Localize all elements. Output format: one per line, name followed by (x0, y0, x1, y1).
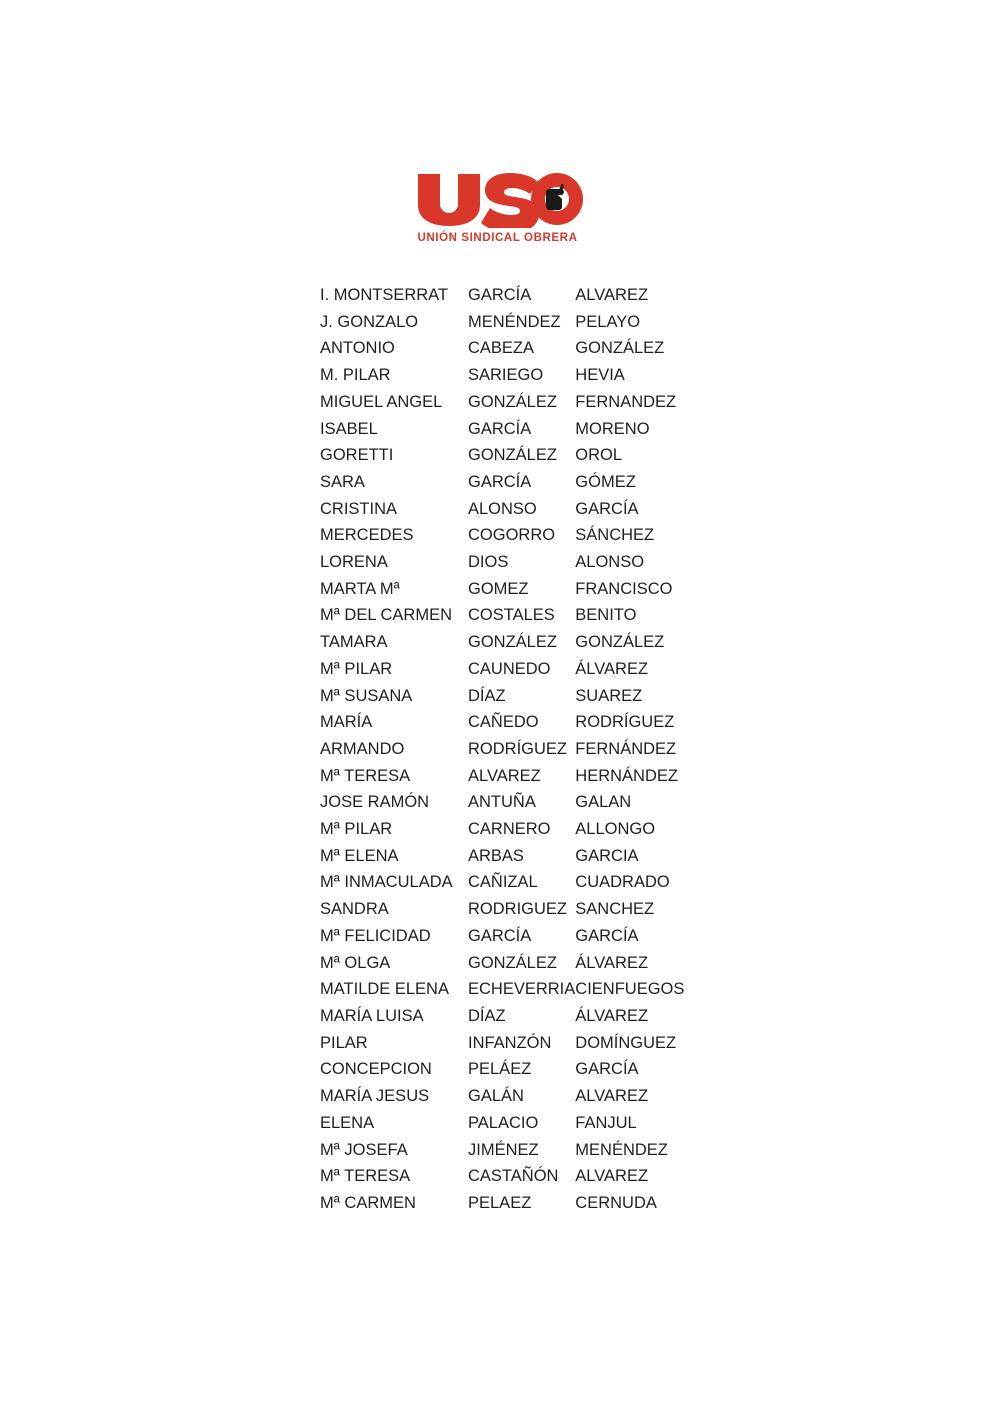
cell-first-name: Mª SUSANA (320, 686, 413, 705)
cell-first-surname: DÍAZ (468, 1006, 506, 1025)
cell-first-surname: ARBAS (468, 846, 524, 865)
cell-first-surname: CAUNEDO (468, 659, 551, 678)
cell-first-name: Mª FELICIDAD (320, 926, 431, 945)
table-row (320, 469, 745, 496)
table-row (320, 602, 745, 629)
cell-second-surname: DOMÍNGUEZ (575, 1033, 677, 1052)
cell-first-surname: CARNERO (468, 820, 551, 839)
cell-first-surname: GONZÁLEZ (468, 633, 557, 652)
cell-first-name: Mª JOSEFA (320, 1140, 408, 1159)
cell-first-surname: PALACIO (468, 1113, 539, 1132)
table-row (320, 1110, 745, 1137)
cell-second-surname: GARCÍA (575, 499, 639, 518)
cell-second-surname: PELAYO (575, 312, 641, 331)
uso-logo (410, 170, 585, 244)
cell-first-name: Mª TERESA (320, 766, 411, 785)
names-table (320, 282, 745, 1217)
cell-second-surname: ALVAREZ (575, 1167, 649, 1186)
cell-first-surname: CAÑIZAL (468, 873, 538, 892)
cell-first-surname: GARCÍA (468, 419, 532, 438)
cell-second-surname: ALVAREZ (575, 286, 649, 304)
table-row (320, 950, 745, 977)
cell-first-name: Mª ELENA (320, 846, 399, 865)
uso-wordmark-icon (410, 170, 585, 228)
cell-first-surname: DIOS (468, 553, 509, 572)
cell-first-surname: PELAEZ (468, 1193, 532, 1212)
cell-second-surname: GONZÁLEZ (575, 633, 665, 652)
table-row (320, 976, 745, 1003)
cell-first-surname: INFANZÓN (468, 1033, 552, 1052)
cell-second-surname: SANCHEZ (575, 900, 655, 919)
cell-second-surname: GÓMEZ (575, 472, 636, 491)
cell-first-name: M. PILAR (320, 366, 391, 385)
table-row (320, 763, 745, 790)
cell-first-surname: COGORRO (468, 526, 556, 545)
cell-first-surname: PELÁEZ (468, 1060, 532, 1079)
cell-first-name: PILAR (320, 1033, 368, 1052)
cell-first-name: TAMARA (320, 633, 388, 652)
cell-first-name: Mª PILAR (320, 659, 393, 678)
cell-second-surname: ÁLVAREZ (575, 659, 649, 678)
cell-second-surname: ALLONGO (575, 820, 656, 839)
names-table-body (320, 282, 745, 1217)
cell-second-surname: CUADRADO (575, 873, 670, 892)
cell-first-surname: RODRIGUEZ (468, 900, 567, 919)
cell-second-surname: FERNÁNDEZ (575, 739, 677, 758)
cell-first-surname: GONZÁLEZ (468, 446, 557, 465)
cell-second-surname: ÁLVAREZ (575, 1006, 649, 1025)
cell-second-surname: MORENO (575, 419, 650, 438)
table-row (320, 309, 745, 336)
cell-first-name: JOSE RAMÓN (320, 793, 430, 812)
table-row (320, 629, 745, 656)
cell-first-name: Mª CARMEN (320, 1193, 416, 1212)
cell-first-name: SARA (320, 472, 365, 491)
cell-second-surname: MENÉNDEZ (575, 1140, 668, 1159)
table-row (320, 656, 745, 683)
cell-first-name: MATILDE ELENA (320, 980, 449, 999)
cell-second-surname: GONZÁLEZ (575, 339, 665, 358)
cell-first-surname: COSTALES (468, 606, 555, 625)
table-row (320, 1003, 745, 1030)
cell-first-surname: DÍAZ (468, 686, 506, 705)
cell-first-surname: GONZÁLEZ (468, 392, 557, 411)
cell-first-surname: ALVAREZ (468, 766, 541, 785)
table-row (320, 576, 745, 603)
cell-first-name: Mª PILAR (320, 820, 393, 839)
table-row (320, 416, 745, 443)
cell-first-surname: CABEZA (468, 339, 535, 358)
logo-mark (410, 170, 585, 228)
cell-second-surname: ALONSO (575, 553, 645, 572)
table-row (320, 549, 745, 576)
table-row (320, 1030, 745, 1057)
cell-first-name: ISABEL (320, 419, 378, 438)
cell-second-surname: FERNANDEZ (575, 392, 677, 411)
table-row (320, 282, 745, 309)
cell-second-surname: GARCÍA (575, 1060, 639, 1079)
cell-first-name: MARÍA LUISA (320, 1006, 424, 1025)
cell-first-name: MARTA Mª (320, 579, 400, 598)
table-row (320, 442, 745, 469)
table-row (320, 1056, 745, 1083)
cell-first-name: ELENA (320, 1113, 375, 1132)
cell-second-surname: RODRÍGUEZ (575, 713, 675, 732)
table-row (320, 389, 745, 416)
cell-first-name: Mª DEL CARMEN (320, 606, 453, 625)
table-row (320, 496, 745, 523)
cell-first-name: LORENA (320, 553, 388, 572)
table-row (320, 816, 745, 843)
cell-first-surname: GALÁN (468, 1087, 524, 1106)
cell-first-surname: MENÉNDEZ (468, 312, 561, 331)
cell-first-name: J. GONZALO (320, 312, 419, 331)
cell-first-name: MARÍA (320, 713, 373, 732)
table-row (320, 923, 745, 950)
cell-first-surname: GARCÍA (468, 926, 532, 945)
cell-second-surname: SUAREZ (575, 686, 643, 705)
cell-second-surname: HEVIA (575, 366, 625, 385)
cell-second-surname: CIENFUEGOS (575, 980, 685, 999)
cell-second-surname: OROL (575, 446, 623, 465)
cell-first-surname: GOMEZ (468, 579, 529, 598)
cell-second-surname: GARCÍA (575, 926, 639, 945)
table-row (320, 736, 745, 763)
cell-second-surname: HERNÁNDEZ (575, 766, 678, 785)
cell-first-name: Mª OLGA (320, 953, 391, 972)
cell-first-surname: CAÑEDO (468, 713, 539, 732)
cell-first-name: ANTONIO (320, 339, 395, 358)
cell-second-surname: SÁNCHEZ (575, 526, 655, 545)
cell-first-surname: RODRÍGUEZ (468, 739, 567, 758)
table-row (320, 1163, 745, 1190)
cell-second-surname: CERNUDA (575, 1193, 657, 1212)
table-row (320, 789, 745, 816)
table-row (320, 335, 745, 362)
cell-first-name: CRISTINA (320, 499, 398, 518)
cell-first-name: MERCEDES (320, 526, 414, 545)
table-row (320, 1190, 745, 1217)
cell-first-name: SANDRA (320, 900, 389, 919)
cell-first-surname: ANTUÑA (468, 793, 536, 812)
cell-second-surname: FRANCISCO (575, 579, 673, 598)
table-row (320, 362, 745, 389)
cell-first-name: I. MONTSERRAT (320, 286, 449, 304)
logo-tagline: UNIÓN SINDICAL OBRERA (417, 232, 578, 244)
cell-first-surname: ALONSO (468, 499, 537, 518)
cell-first-surname: GARCÍA (468, 472, 532, 491)
table-row (320, 522, 745, 549)
cell-first-surname: SARIEGO (468, 366, 544, 385)
cell-first-surname: GARCÍA (468, 286, 532, 304)
cell-first-name: MARÍA JESUS (320, 1087, 430, 1106)
table-row (320, 1083, 745, 1110)
cell-first-surname: GONZÁLEZ (468, 953, 557, 972)
cell-first-name: GORETTI (320, 446, 394, 465)
cell-second-surname: ALVAREZ (575, 1087, 649, 1106)
cell-first-name: CONCEPCION (320, 1060, 432, 1079)
table-row (320, 869, 745, 896)
cell-second-surname: FANJUL (575, 1113, 637, 1132)
table-row (320, 683, 745, 710)
cell-first-surname: CASTAÑÓN (468, 1167, 559, 1186)
cell-first-name: Mª INMACULADA (320, 873, 453, 892)
table-row (320, 896, 745, 923)
cell-first-name: Mª TERESA (320, 1167, 411, 1186)
cell-first-surname: ECHEVERRIA (468, 980, 576, 999)
table-row (320, 1137, 745, 1164)
cell-second-surname: GALAN (575, 793, 632, 812)
cell-first-name: MIGUEL ANGEL (320, 392, 443, 411)
table-row (320, 843, 745, 870)
cell-first-surname: JIMÉNEZ (468, 1140, 539, 1159)
cell-second-surname: GARCIA (575, 846, 639, 865)
cell-second-surname: ÁLVAREZ (575, 953, 649, 972)
cell-first-name: ARMANDO (320, 739, 405, 758)
cell-second-surname: BENITO (575, 606, 637, 625)
table-row (320, 709, 745, 736)
